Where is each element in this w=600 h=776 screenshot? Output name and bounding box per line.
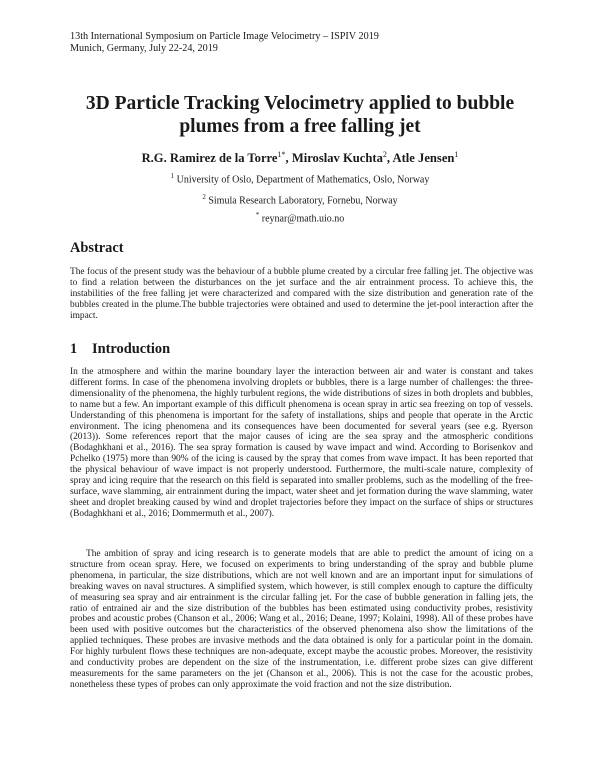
title-line-2: plumes from a free falling jet <box>179 116 421 137</box>
affiliation-2 <box>60 193 540 206</box>
author-affiliation-mark: 2 <box>382 150 387 159</box>
author-affiliation-mark: 1* <box>277 150 286 159</box>
section-heading-introduction <box>70 341 170 358</box>
affiliation-mark: * <box>255 211 260 219</box>
intro-paragraph-1: In the atmosphere and within the marine boundary layer the interaction between air and water is constant and takes different forms. In case of the phenomena involving droplets or bubbles, there is a large number of challenges: the three-dimensionality of the phenomena, the highly turbulent regions, the wide distributions of sizes in both droplets and bubbles, to name but a few. An important example of this difficult phenomena is ocean spray in artic sea freezing on top of vessels. Understanding of this phenomena is important for the safety of installations, ships and people that operate in the Arctic environment. The icing phenomena and its consequences have been documented for several years (see e.g. Ryerson (2013)). Some references report that the major causes of icing are the sea spray and the atmospheric conditions (Bodaghkhani et al., 2016). The sea spray formation is caused by wave impact and wind. According to Borisenkov and Pchelko (1975) more than 90% of the icing is caused by the spray that comes from wave impact. It has been reported that the physical behaviour of wave impact is not properly understood. Furthermore, the multi-scale nature, complexity of spray and icing require that the research on this field is separated into smaller problems, such as the modelling of the free-surface, wave slamming, air entrainment during the impact, water sheet and jet formation during the wave slamming, water sheet and droplet breaking caused by wind and droplet trajectories before they impact on the surface of ships or structures (Bodaghkhani et al., 2016; Dommermuth et al., 2007). <box>70 367 533 519</box>
author-affiliation-mark: 1 <box>454 150 459 159</box>
author-name: Atle Jensen <box>392 151 455 166</box>
section-number: 1 <box>70 341 78 357</box>
paper-title <box>60 92 540 138</box>
conference-header <box>70 31 379 55</box>
abstract-heading: Abstract <box>70 240 124 256</box>
affiliation-1 <box>60 172 540 185</box>
author-list <box>60 150 540 166</box>
affiliation-text: University of Oslo, Department of Mathematics, Oslo, Norway <box>176 174 430 186</box>
conference-location: Munich, Germany, July 22-24, 2019 <box>70 43 218 54</box>
affiliation-text: Simula Research Laboratory, Fornebu, Norway <box>208 195 398 207</box>
title-line-1: 3D Particle Tracking Velocimetry applied to bubble <box>85 93 515 114</box>
section-title: Introduction <box>92 341 171 357</box>
email-text: reynar@math.uio.no <box>261 213 345 225</box>
corresponding-email <box>60 211 540 224</box>
affiliation-mark: 2 <box>202 193 206 201</box>
author-name: R.G. Ramirez de la Torre <box>141 151 278 166</box>
abstract-text: The focus of the present study was the behaviour of a bubble plume created by a circular free falling jet. The objective was to find a relation between the disturbances on the jet surface and the air entrainment process. To achieve this, the instabilities of the free falling jet were characterized and compared with the size distribution and generation rate of the bubbles created in the plume.The bubble trajectories were obtained and used to determine the jet-pool interaction after the impact. <box>70 267 533 321</box>
affiliation-mark: 1 <box>170 172 175 180</box>
conference-name: 13th International Symposium on Particle Image Velocimetry – ISPIV 2019 <box>70 31 379 42</box>
author-name: Miroslav Kuchta <box>291 151 383 166</box>
author-separator: , <box>386 151 393 166</box>
author-separator: , <box>285 151 292 166</box>
intro-paragraph-2: The ambition of spray and icing research is to generate models that are able to predict the amount of icing on a structure from ocean spray. Here, we focused on experiments to bring understanding of the spray and bubble plume phenomena, in particular, the size distributions, which are not well known and are an important input for simulations of breaking waves on naval structures. A simplified system, which however, is still complex enough to capture the difficulty of measuring sea spray and air entrainment is the circular falling jet. For the case of bubble generation in falling jets, the ratio of entrained air and the size distribution of the bubbles has been estimated using conductivity probes, resistivity probes and acoustic probes (Chanson et al., 2006; Wang et al., 2016; Deane, 1997; Kolaini, 1998). All of these probes have been used with positive outcomes but the characteristics of the observed phenomena also show the limitations of the applied techniques. These probes are invasive methods and the data obtained is only for a particular point in the domain. For highly turbulent flows these techniques are non-adequate, except maybe the acoustic probes. Moreover, the resistivity and conductivity probes are dependent on the size of the instrumentation, i.e. different probe sizes can give different measurements for the same parameters on the jet (Chanson et al., 2006). This is not the case for the acoustic probes, nonetheless these types of probes can only approximate the void fraction and not the size distribution. <box>70 549 533 690</box>
